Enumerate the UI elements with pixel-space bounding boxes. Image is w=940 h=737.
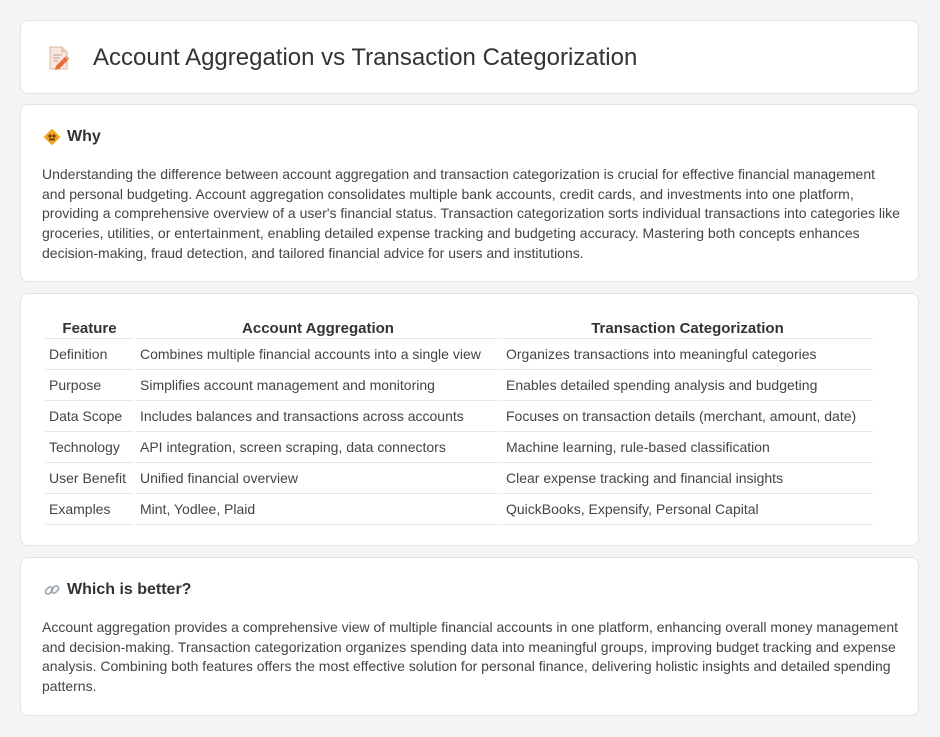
table-row — [45, 463, 873, 494]
why-card — [20, 104, 919, 282]
comparison-table — [43, 314, 875, 525]
title-row — [47, 44, 637, 72]
why-text: Understanding the difference between account aggregation and transaction categorization is crucial for effective financial management and personal budgeting. Account aggregation consolidates multiple bank accounts, credit cards, and investments into one platform, providing a comprehensive overview of a user's financial status. Transaction categorization sorts individual transactions into categories like groceries, utilities, or entertainment, enabling detailed expense tracking and budgeting accuracy. Mastering both concepts enhances decision-making, fraud detection, and tailored financial advice for users and institutions. — [42, 166, 900, 261]
header-account-aggregation: Account Aggregation — [136, 314, 500, 339]
why-heading-row — [43, 128, 101, 146]
better-text: Account aggregation provides a comprehensive view of multiple financial accounts in one platform, enhancing overall money management and decision-making. Transaction categorization organizes spending data into meaningful groups, improving budget tracking and expense analysis. Combining both features offers the most effective solution for personal finance, delivering holistic insights and detailed spending patterns. — [42, 619, 899, 695]
comparison-card — [20, 293, 919, 546]
which-is-better-card — [20, 557, 919, 716]
table-row — [45, 370, 873, 401]
cell-feature: Purpose — [45, 370, 134, 401]
better-heading-row — [43, 581, 191, 599]
why-heading: Why — [67, 128, 101, 145]
cell-aggregation: Includes balances and transactions across accounts — [136, 401, 500, 432]
table-row — [45, 432, 873, 463]
header-transaction-categorization: Transaction Categorization — [502, 314, 873, 339]
title-card — [20, 20, 919, 94]
cell-feature: Data Scope — [45, 401, 134, 432]
cell-feature: User Benefit — [45, 463, 134, 494]
table-header-row — [45, 314, 873, 339]
cell-categorization: Enables detailed spending analysis and budgeting — [502, 370, 873, 401]
table-row — [45, 339, 873, 370]
cell-feature: Examples — [45, 494, 134, 525]
table-row — [45, 401, 873, 432]
better-heading: Which is better? — [67, 581, 192, 598]
cell-categorization: Machine learning, rule-based classification — [502, 432, 873, 463]
cell-aggregation: Combines multiple financial accounts into a single view — [136, 339, 500, 370]
cell-categorization: Organizes transactions into meaningful categories — [502, 339, 873, 370]
page-title: Account Aggregation vs Transaction Categorization — [93, 44, 638, 71]
cell-aggregation: Simplifies account management and monitoring — [136, 370, 500, 401]
cell-categorization: QuickBooks, Expensify, Personal Capital — [502, 494, 873, 525]
cell-aggregation: API integration, screen scraping, data connectors — [136, 432, 500, 463]
diamond-sign-icon — [43, 128, 61, 146]
header-feature: Feature — [45, 314, 134, 339]
document-pencil-icon — [47, 45, 71, 71]
cell-feature: Definition — [45, 339, 134, 370]
cell-feature: Technology — [45, 432, 134, 463]
link-icon — [43, 581, 61, 599]
cell-aggregation: Mint, Yodlee, Plaid — [136, 494, 500, 525]
cell-categorization: Clear expense tracking and financial insights — [502, 463, 873, 494]
cell-aggregation: Unified financial overview — [136, 463, 500, 494]
cell-categorization: Focuses on transaction details (merchant, amount, date) — [502, 401, 873, 432]
table-row — [45, 494, 873, 525]
